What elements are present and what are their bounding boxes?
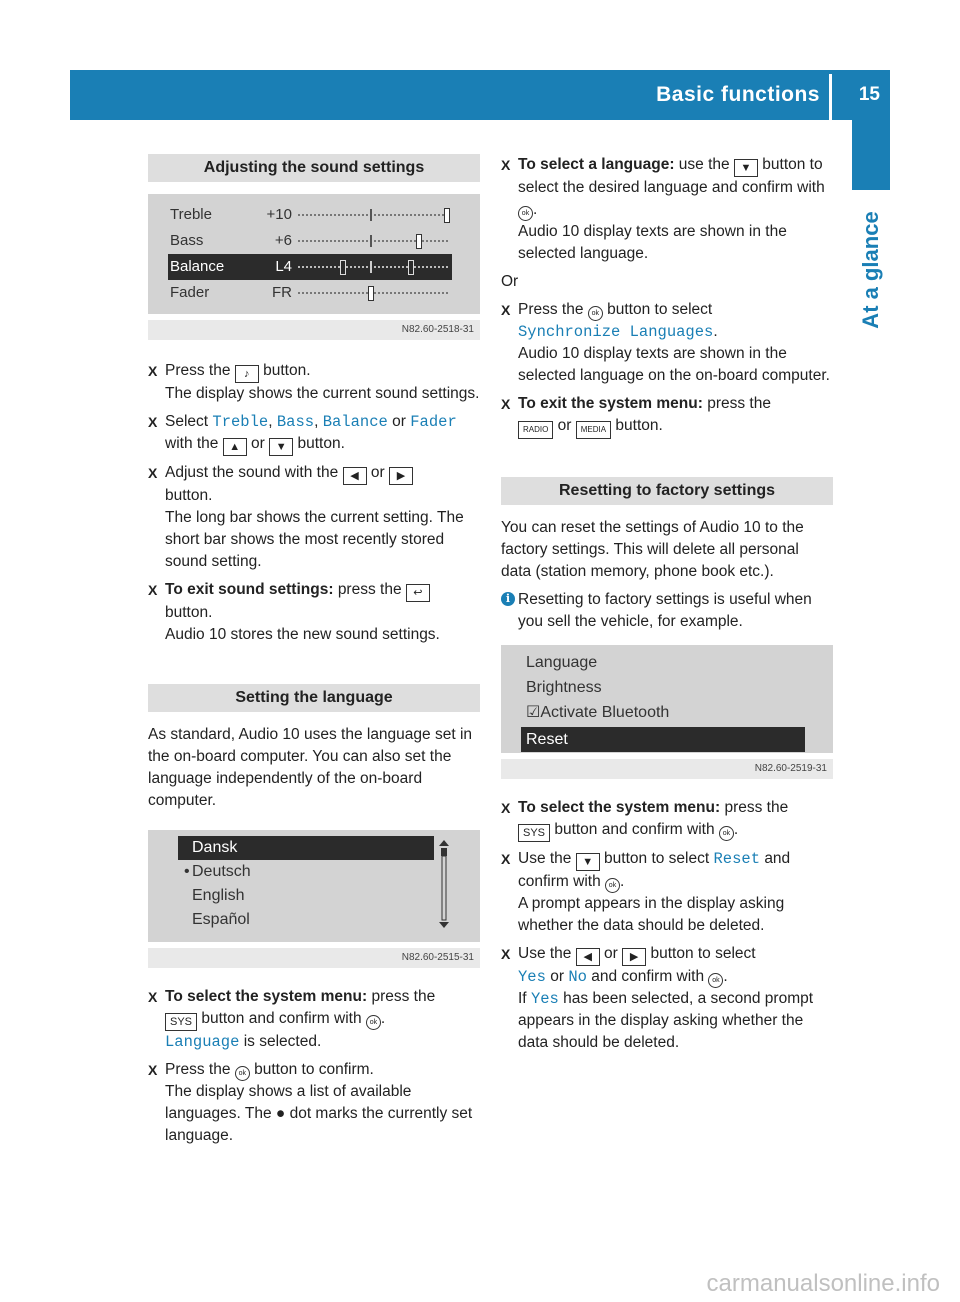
right-column (501, 154, 833, 1060)
step-confirm-language: X Press the ok button to confirm. The display shows a list of available languages. The ● dot marks the currently set language. (148, 1061, 473, 1144)
step-reset-system-menu: X To select the system menu: press the SYS button and confirm with ok . (501, 797, 833, 842)
media-key-icon: MEDIA (576, 421, 611, 439)
side-label: At a glance (858, 211, 883, 329)
dot-icon: ● (275, 1105, 286, 1122)
language-item-espanol: Español (192, 911, 250, 928)
language-item-english: English (192, 887, 245, 904)
down-arrow-key-icon: ▼ (734, 159, 758, 177)
section-heading-sound: Adjusting the sound settings (148, 154, 480, 182)
down-arrow-key-icon: ▼ (576, 853, 600, 871)
ok-button-icon: ok (708, 973, 723, 988)
figure-caption: N82.60-2519-31 (501, 759, 833, 779)
figure-caption: N82.60-2515-31 (148, 948, 480, 968)
ok-button-icon: ok (518, 206, 533, 221)
or-text: Or (501, 273, 519, 290)
step-select-setting: X Select Treble, Bass, Balance or Fader with the ▲ or ▼ button. (148, 411, 480, 456)
ok-button-icon: ok (235, 1066, 250, 1081)
side-tab (852, 120, 890, 190)
menu-item-brightness: Brightness (526, 679, 602, 696)
sound-row-balance: Balance L4 (168, 254, 452, 280)
figure-caption: N82.60-2518-31 (148, 320, 480, 340)
language-item-deutsch: • Deutsch (184, 863, 251, 880)
step-confirm-reset: X Use the ◀ or ▶ button to select Yes or No and confirm with ok . If Yes has been selected, a second prompt appears in the display asking whether the data should be deleted. (501, 945, 814, 1051)
step-select-language: X To select a language: use the ▼ button to select the desired language and confirm with ok . Audio 10 display texts are shown in the selected language. (501, 156, 825, 262)
radio-key-icon: RADIO (518, 421, 553, 439)
back-key-icon: ↩ (406, 584, 430, 602)
ok-button-icon: ok (605, 878, 620, 893)
sound-row-fader: Fader FR (148, 280, 480, 306)
step-select-reset: X Use the ▼ button to select Reset and confirm with ok . A prompt appears in the display asking whether the data should be deleted. (501, 850, 791, 934)
menu-item-reset: Reset (521, 727, 805, 752)
sound-settings-screen (148, 194, 480, 314)
language-item-dansk: Dansk (178, 836, 434, 860)
left-arrow-key-icon: ◀ (343, 467, 367, 485)
page-number: 15 (858, 84, 880, 105)
section-heading-reset: Resetting to factory settings (501, 477, 833, 505)
language-intro: As standard, Audio 10 uses the language set in the on-board computer. You can also set the language independently of the on-board computer. (148, 726, 473, 809)
right-arrow-key-icon: ▶ (389, 467, 413, 485)
right-arrow-key-icon: ▶ (622, 948, 646, 966)
step-exit-sound: X To exit sound settings: press the ↩ button. Audio 10 stores the new sound settings. (148, 581, 440, 643)
watermark: carmanualsonline.info (706, 1270, 940, 1297)
header-title: Basic functions (656, 83, 820, 106)
sys-key-icon: SYS (518, 824, 550, 842)
left-column (148, 154, 480, 1153)
step-select-system-menu: X To select the system menu: press the SYS button and confirm with ok . Language is selected. (148, 988, 436, 1051)
menu-item-bluetooth: ☑Activate Bluetooth (526, 704, 670, 721)
page-header (70, 70, 890, 120)
sound-row-bass: Bass +6 (148, 228, 480, 254)
ok-button-icon: ok (719, 826, 734, 841)
scrollbar-icon (438, 838, 450, 930)
ok-button-icon: ok (588, 306, 603, 321)
reset-intro: You can reset the settings of Audio 10 to the factory settings. This will delete all personal data (station memory, phone book etc.). (501, 519, 804, 580)
sound-key-icon: ♪ (235, 365, 259, 383)
left-arrow-key-icon: ◀ (576, 948, 600, 966)
header-divider (829, 74, 832, 120)
reset-screen (501, 645, 833, 753)
menu-item-language: Language (526, 654, 598, 671)
step-exit-system-menu: X To exit the system menu: press the RADIO or MEDIA button. (501, 393, 833, 439)
step-adjust-sound: X Adjust the sound with the ◀ or ▶ button. The long bar shows the current setting. The short bar shows the most recently stored sound setting. (148, 464, 464, 570)
sound-row-treble: Treble +10 (148, 202, 480, 228)
reset-note: i Resetting to factory settings is useful when you sell the vehicle, for example. (501, 589, 833, 633)
section-heading-language: Setting the language (148, 684, 480, 712)
sys-key-icon: SYS (165, 1013, 197, 1031)
step-synchronize-languages: X Press the ok button to select Synchronize Languages. Audio 10 display texts are shown in the selected language on the on-board computer. (501, 301, 830, 384)
up-arrow-key-icon: ▲ (223, 438, 247, 456)
step-press-sound: X Press the ♪ button. The display shows the current sound settings. (148, 362, 480, 402)
down-arrow-key-icon: ▼ (269, 438, 293, 456)
ok-button-icon: ok (366, 1015, 381, 1030)
language-screen (148, 830, 480, 942)
info-icon: i (501, 592, 515, 606)
